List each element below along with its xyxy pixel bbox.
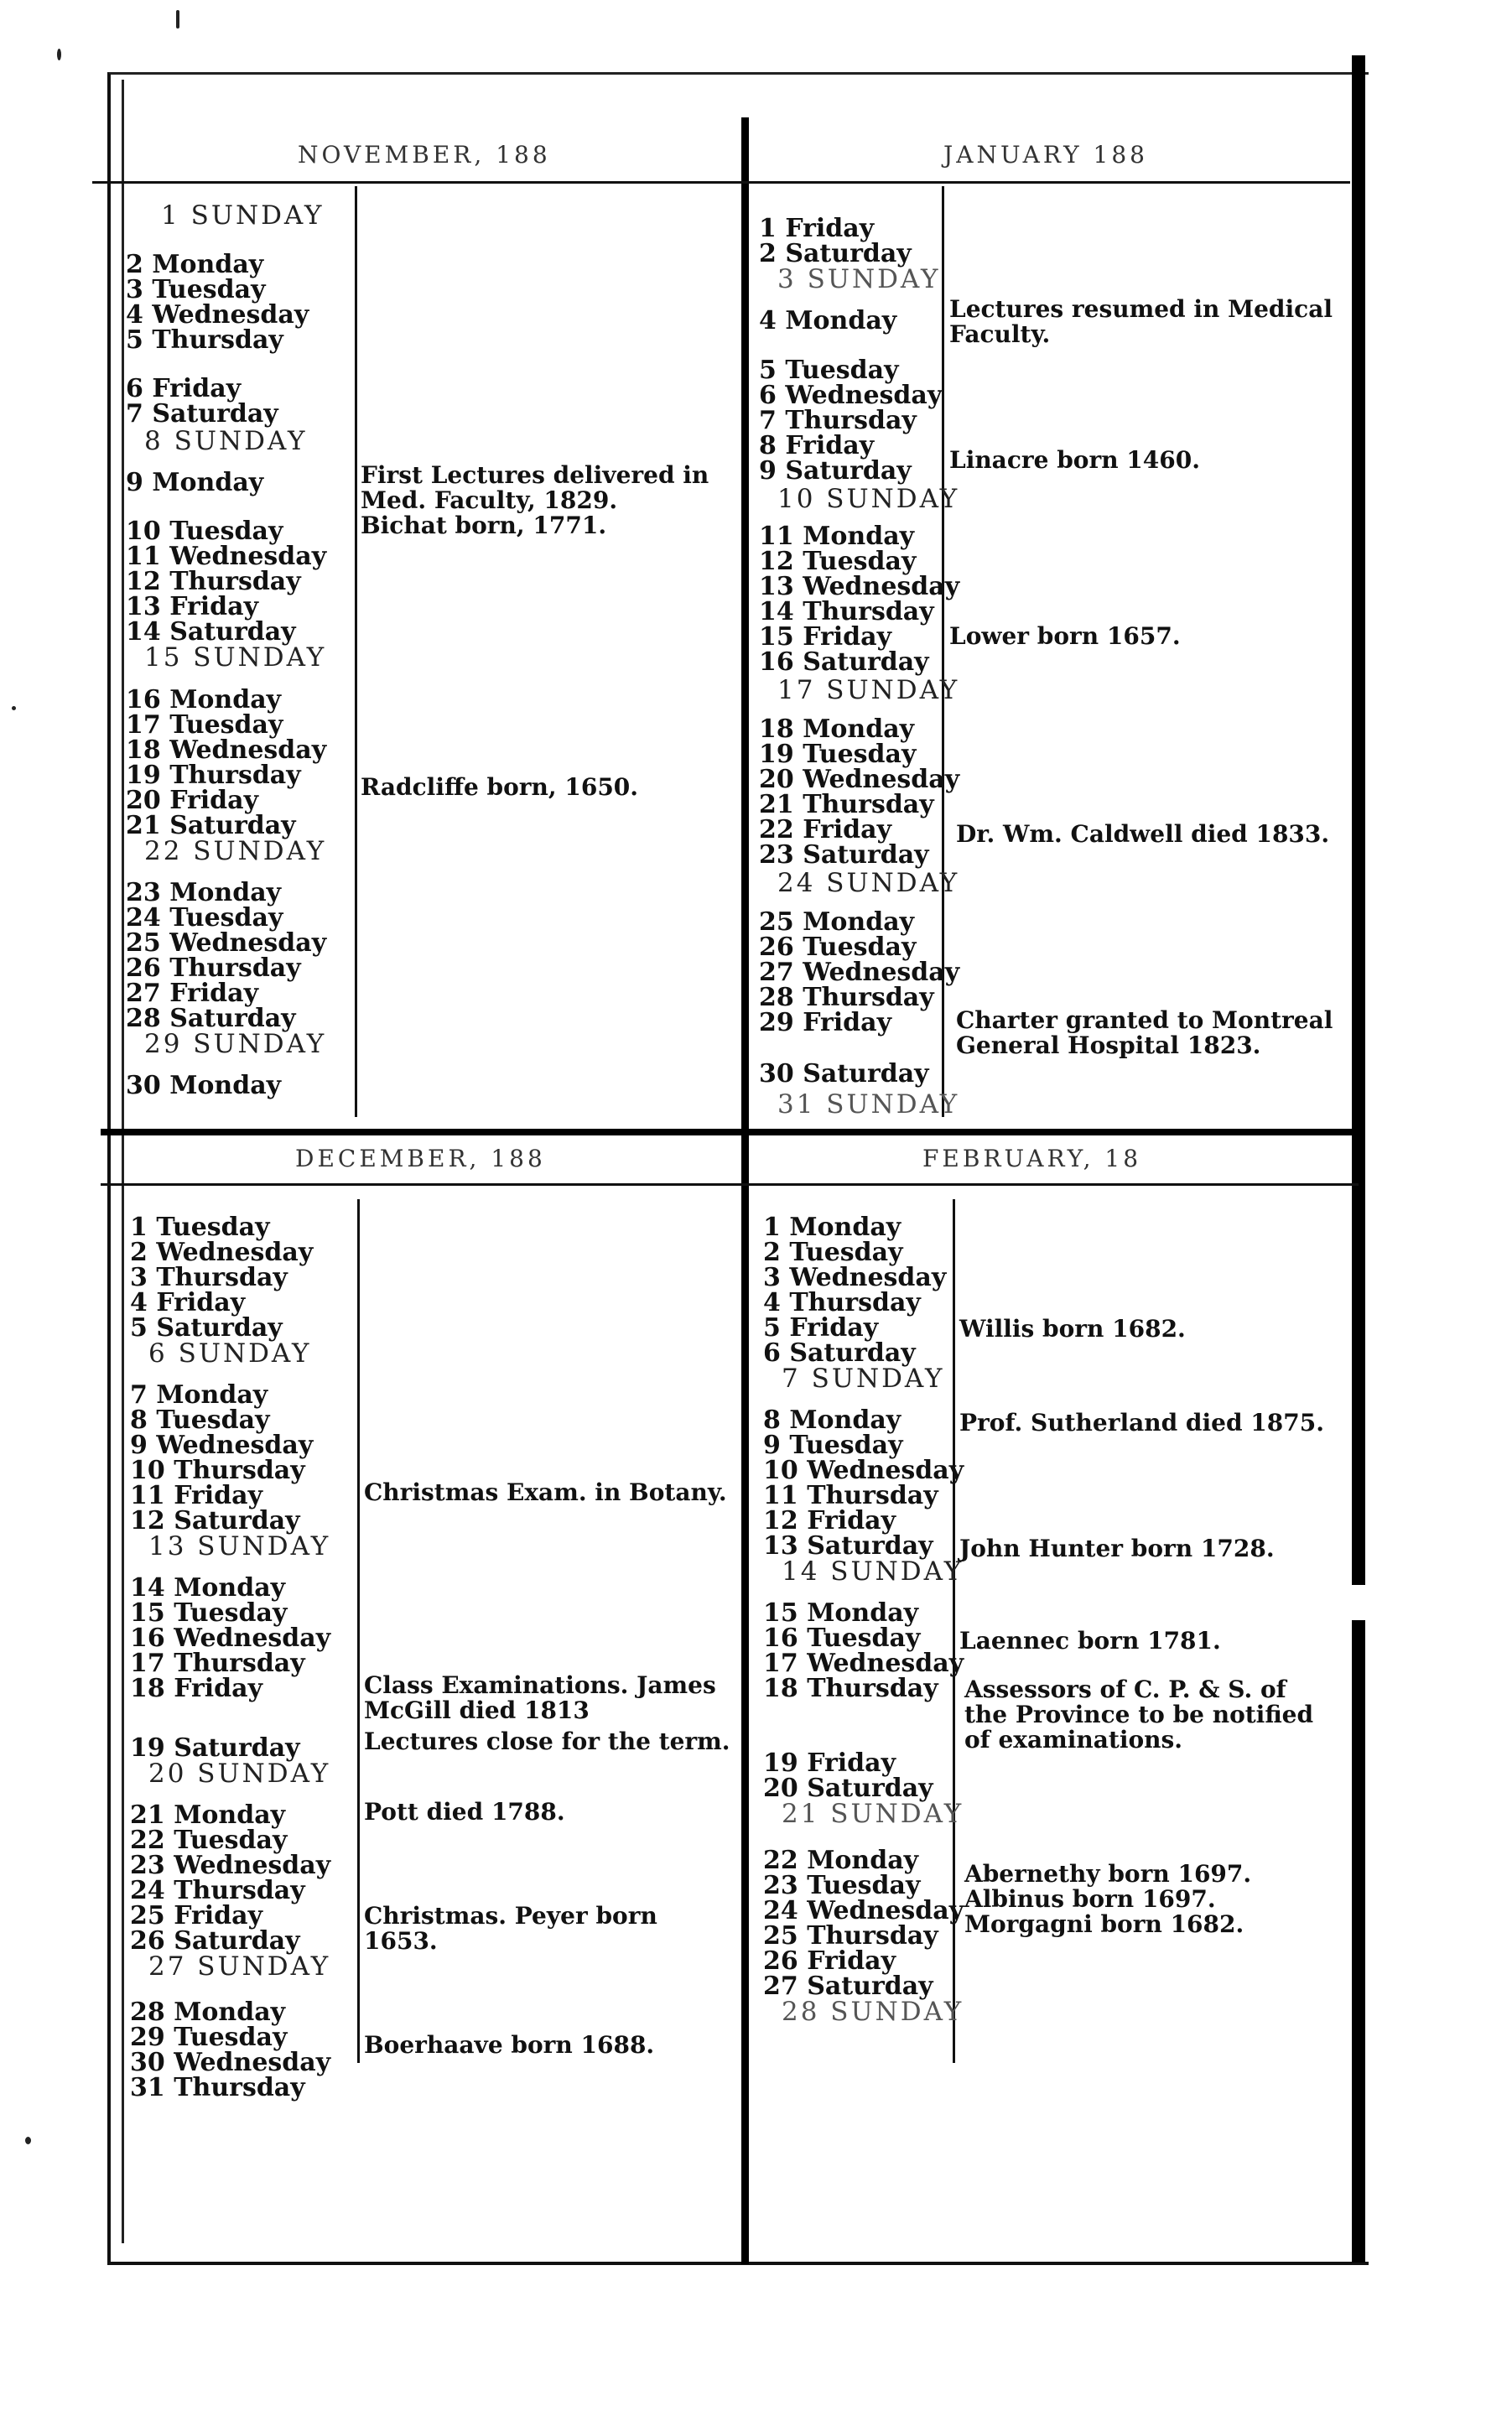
day-entry: 9 Saturday	[759, 456, 912, 486]
day-entry: 7 Saturday	[126, 399, 278, 429]
day-entry: 16 Wednesday	[130, 1624, 331, 1653]
day-entry: 9 Monday	[126, 468, 264, 497]
header-rule	[101, 1183, 1359, 1186]
day-entry: 23 Monday	[126, 878, 282, 907]
day-entry: 4 Monday	[759, 306, 897, 335]
day-entry: 5 Thursday	[126, 325, 283, 355]
day-entry: 27 Saturday	[763, 1972, 933, 2001]
day-entry: 24 Thursday	[130, 1876, 305, 1905]
day-entry: 25 Wednesday	[126, 928, 327, 958]
day-entry: 20 SUNDAY	[148, 1759, 331, 1789]
day-entry: 29 Friday	[759, 1008, 892, 1037]
day-entry: 15 Monday	[763, 1598, 919, 1628]
scan-speck	[176, 10, 179, 29]
spine-gap	[1352, 1585, 1365, 1620]
note-entry: First Lectures delivered in Med. Faculty, 1829.	[361, 461, 709, 514]
day-entry: 24 Wednesday	[763, 1896, 964, 1925]
day-entry: 11 Monday	[759, 522, 915, 551]
day-entry: 13 Wednesday	[759, 572, 960, 601]
note-entry: Radcliffe born, 1650.	[361, 773, 639, 801]
day-entry: 23 Tuesday	[763, 1871, 921, 1900]
day-entry: 2 Tuesday	[763, 1238, 903, 1267]
day-entry: 13 Friday	[126, 592, 259, 621]
day-entry: 24 SUNDAY	[777, 868, 960, 898]
day-entry: 9 Tuesday	[763, 1431, 903, 1460]
day-entry: 4 Wednesday	[126, 300, 309, 330]
day-entry: 4 Thursday	[763, 1288, 921, 1317]
note-entry: Lectures close for the term.	[364, 1728, 730, 1755]
day-entry: 18 Monday	[759, 714, 915, 744]
day-entry: 14 SUNDAY	[782, 1556, 964, 1587]
note-entry: Assessors of C. P. & S. of the Province to be notified of examinations.	[964, 1676, 1314, 1754]
day-entry: 7 Monday	[130, 1380, 268, 1410]
day-entry: 12 Saturday	[130, 1506, 300, 1535]
day-entry: 19 Friday	[763, 1748, 896, 1778]
day-entry: 9 Wednesday	[130, 1431, 314, 1460]
note-entry: Charter granted to Montreal General Hospital 1823.	[956, 1006, 1333, 1059]
day-entry: 22 Tuesday	[130, 1826, 288, 1855]
day-entry: 29 SUNDAY	[144, 1029, 327, 1059]
column-rule	[953, 1199, 955, 2063]
day-entry: 25 Thursday	[763, 1921, 938, 1951]
month-title: JANUARY 188	[943, 141, 1148, 169]
day-entry: 6 Friday	[126, 374, 242, 403]
day-entry: 5 Saturday	[130, 1313, 283, 1343]
month-title: FEBRUARY, 18	[922, 1145, 1142, 1172]
day-entry: 13 SUNDAY	[148, 1531, 331, 1561]
day-entry: 21 Monday	[130, 1800, 286, 1830]
note-entry: Albinus born 1697.	[964, 1885, 1216, 1913]
month-title: NOVEMBER, 188	[298, 141, 551, 169]
day-entry: 10 Tuesday	[126, 517, 283, 546]
day-entry: 26 Friday	[763, 1946, 896, 1976]
note-entry: Boerhaave born 1688.	[364, 2031, 655, 2059]
day-entry: 11 Wednesday	[126, 542, 327, 571]
day-entry: 14 Saturday	[126, 617, 296, 647]
column-rule	[357, 1199, 360, 2063]
scan-speck	[57, 49, 61, 60]
day-entry: 14 Monday	[130, 1573, 286, 1603]
day-entry: 7 SUNDAY	[782, 1364, 945, 1394]
day-entry: 22 Monday	[763, 1846, 919, 1875]
day-entry: 28 SUNDAY	[782, 1997, 964, 2027]
day-entry: 12 Friday	[763, 1506, 896, 1535]
center-divider	[741, 117, 749, 2264]
day-entry: 11 Friday	[130, 1481, 263, 1510]
day-entry: 15 Friday	[759, 622, 892, 652]
day-entry: 3 Thursday	[130, 1263, 288, 1292]
note-entry: Pott died 1788.	[364, 1798, 565, 1826]
note-entry: Christmas Exam. in Botany.	[364, 1478, 727, 1506]
day-entry: 11 Thursday	[763, 1481, 938, 1510]
day-entry: 6 Wednesday	[759, 381, 943, 410]
day-entry: 16 Saturday	[759, 647, 929, 677]
note-entry: Lectures resumed in Medical Faculty.	[949, 295, 1333, 348]
day-entry: 26 Saturday	[130, 1926, 300, 1956]
day-entry: 27 SUNDAY	[148, 1951, 331, 1982]
note-entry: Bichat born, 1771.	[361, 512, 607, 539]
day-entry: 19 Tuesday	[759, 740, 917, 769]
day-entry: 17 SUNDAY	[777, 675, 960, 705]
note-entry: Morgagni born 1682.	[964, 1910, 1244, 1938]
day-entry: 12 Tuesday	[759, 547, 917, 576]
day-entry: 4 Friday	[130, 1288, 246, 1317]
day-entry: 2 Monday	[126, 250, 264, 279]
day-entry: 10 Wednesday	[763, 1456, 964, 1485]
month-title: DECEMBER, 188	[295, 1145, 546, 1172]
day-entry: 17 Wednesday	[763, 1649, 964, 1678]
day-entry: 5 Tuesday	[759, 356, 899, 385]
middle-divider	[101, 1129, 1363, 1135]
day-entry: 8 Tuesday	[130, 1405, 270, 1435]
day-entry: 30 Monday	[126, 1071, 282, 1100]
day-entry: 21 SUNDAY	[782, 1799, 964, 1829]
day-entry: 28 Saturday	[126, 1004, 296, 1033]
day-entry: 24 Tuesday	[126, 903, 283, 933]
day-entry: 10 SUNDAY	[777, 484, 960, 514]
day-entry: 3 Tuesday	[126, 275, 266, 304]
day-entry: 29 Tuesday	[130, 2023, 288, 2052]
day-entry: 8 SUNDAY	[144, 426, 308, 456]
day-entry: 1 Monday	[763, 1213, 901, 1242]
day-entry: 18 Wednesday	[126, 735, 327, 765]
note-entry: Dr. Wm. Caldwell died 1833.	[956, 820, 1330, 848]
day-entry: 16 Monday	[126, 685, 282, 714]
day-entry: 18 Friday	[130, 1674, 263, 1703]
day-entry: 20 Wednesday	[759, 765, 960, 794]
day-entry: 17 Thursday	[130, 1649, 305, 1678]
day-entry: 25 Friday	[130, 1901, 263, 1930]
note-entry: Lower born 1657.	[949, 622, 1181, 650]
day-entry: 20 Friday	[126, 786, 259, 815]
day-entry: 23 Saturday	[759, 840, 929, 870]
day-entry: 18 Thursday	[763, 1674, 938, 1703]
day-entry: 28 Thursday	[759, 983, 934, 1012]
day-entry: 27 Friday	[126, 979, 259, 1008]
day-entry: 8 Monday	[763, 1405, 901, 1435]
day-entry: 1 Tuesday	[130, 1213, 270, 1242]
day-entry: 3 Wednesday	[763, 1263, 947, 1292]
day-entry: 10 Thursday	[130, 1456, 305, 1485]
day-entry: 7 Thursday	[759, 406, 917, 435]
day-entry: 6 SUNDAY	[148, 1338, 312, 1369]
day-entry: 1 Friday	[759, 214, 875, 243]
day-entry: 17 Tuesday	[126, 710, 283, 740]
day-entry: 5 Friday	[763, 1313, 879, 1343]
note-entry: John Hunter born 1728.	[959, 1535, 1275, 1562]
page-spine	[1352, 55, 1365, 2263]
day-entry: 22 Friday	[759, 815, 892, 844]
day-entry: 8 Friday	[759, 431, 875, 460]
day-entry: 19 Thursday	[126, 761, 301, 790]
scan-speck	[25, 2137, 31, 2144]
day-entry: 19 Saturday	[130, 1733, 300, 1763]
day-entry: 27 Wednesday	[759, 958, 960, 987]
day-entry: 3 SUNDAY	[777, 264, 941, 294]
frame-inner-rule	[122, 80, 124, 2243]
day-entry: 21 Saturday	[126, 811, 296, 840]
day-entry: 20 Saturday	[763, 1774, 933, 1803]
day-entry: 13 Saturday	[763, 1531, 933, 1561]
day-entry: 14 Thursday	[759, 597, 934, 626]
day-entry: 28 Monday	[130, 1998, 286, 2027]
note-entry: Prof. Sutherland died 1875.	[959, 1409, 1324, 1437]
day-entry: 2 Wednesday	[130, 1238, 314, 1267]
note-entry: Christmas. Peyer born 1653.	[364, 1902, 657, 1955]
day-entry: 16 Tuesday	[763, 1624, 921, 1653]
note-entry: Linacre born 1460.	[949, 446, 1200, 474]
day-entry: 25 Monday	[759, 907, 915, 937]
day-entry: 23 Wednesday	[130, 1851, 331, 1880]
column-rule	[355, 186, 357, 1117]
day-entry: 12 Thursday	[126, 567, 301, 596]
note-entry: Willis born 1682.	[959, 1315, 1186, 1343]
day-entry: 15 Tuesday	[130, 1598, 288, 1628]
day-entry: 2 Saturday	[759, 239, 912, 268]
day-entry: 15 SUNDAY	[144, 642, 327, 673]
day-entry: 26 Thursday	[126, 953, 301, 983]
day-entry: 6 Saturday	[763, 1338, 916, 1368]
day-entry: 21 Thursday	[759, 790, 934, 819]
note-entry: Class Examinations. James McGill died 1813	[364, 1671, 716, 1724]
note-entry: Laennec born 1781.	[959, 1627, 1221, 1655]
day-entry: 31 Thursday	[130, 2073, 305, 2102]
day-entry: 31 SUNDAY	[777, 1089, 960, 1120]
scan-speck	[12, 706, 16, 710]
header-rule	[92, 181, 1350, 184]
day-entry: 26 Tuesday	[759, 933, 917, 962]
day-entry: 30 Wednesday	[130, 2048, 331, 2077]
day-entry: 1 SUNDAY	[161, 200, 325, 231]
day-entry: 22 SUNDAY	[144, 836, 327, 866]
note-entry: Abernethy born 1697.	[964, 1860, 1252, 1888]
day-entry: 30 Saturday	[759, 1059, 929, 1088]
